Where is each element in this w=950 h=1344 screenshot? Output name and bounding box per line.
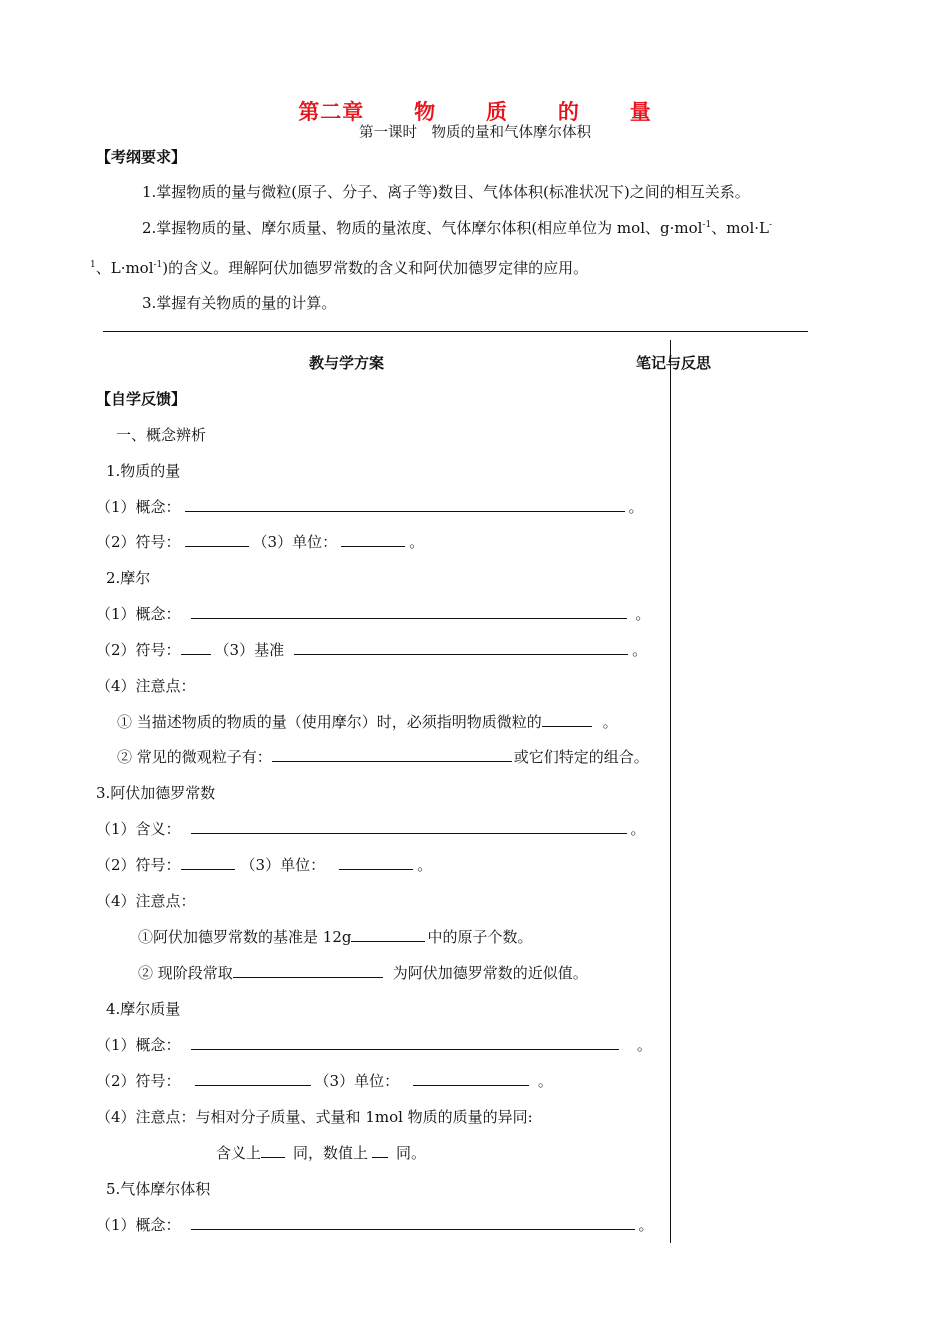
horizontal-rule [103,331,808,332]
period: 。 [409,533,425,551]
kaogang-item-2-text: 2.掌握物质的量、摩尔质量、物质的量浓度、气体摩尔体积(相应单位为 mol、g·mol [142,219,703,237]
blank [185,496,625,512]
blank [181,639,211,655]
s3-note-1-post: 中的原子个数。 [427,928,533,946]
blank [339,854,413,870]
s3-symbol-label: （2）符号： [96,856,181,874]
s3-note-1-text: ①阿伏加德罗常数的基准是 12g [138,928,352,946]
column-right-header: 笔记与反思 [636,354,712,372]
period: 。 [638,1216,654,1234]
s4-concept-row [96,1034,652,1055]
s3-unit-label: （3）单位： [240,856,326,874]
kaogang-item-3: 3.掌握有关物质的量的计算。 [142,294,337,312]
s2-title: 2.摩尔 [106,569,151,587]
s1-concept-label: （1）概念： [96,498,181,516]
s4-concept-label: （1）概念： [96,1036,181,1054]
title-word-3: 的 [557,99,580,124]
blank [372,1142,388,1158]
s4-compare-2: 同，数值上 [293,1144,369,1162]
sup-3: -1 [153,260,163,270]
blank [351,926,425,942]
period: 。 [632,641,648,659]
s3-note-2-post: 为阿伏加德罗常数的近似值。 [392,964,588,982]
title-chapter: 第二章 [298,99,365,124]
s1-unit-label: （3）单位： [252,533,338,551]
period: 。 [635,605,651,623]
blank [191,818,627,834]
sup-2: - [768,220,773,230]
kaogang-heading: 【考纲要求】 [96,148,187,166]
zixue-heading: 【自学反馈】 [96,390,187,408]
s2-basis-label: （3）基准 [214,641,285,659]
kaogang-item-2-cont [90,257,588,278]
s5-title: 5.气体摩尔体积 [106,1180,211,1198]
blank [195,1070,311,1086]
s3-note-2-text: ② 现阶段常取 [138,964,233,982]
period: 。 [636,1036,652,1054]
s4-unit-label: （3）单位： [314,1072,400,1090]
s5-concept-label: （1）概念： [96,1216,181,1234]
period: 。 [630,820,646,838]
s2-note-2-post: 或它们特定的组合。 [513,748,649,766]
blank [542,711,592,727]
lesson-subtitle: 第一课时 物质的量和气体摩尔体积 [359,125,591,141]
s2-note-label: （4）注意点： [96,677,196,695]
s2-note-1 [117,711,618,732]
s2-note-1-text: ① 当描述物质的物质的量（使用摩尔）时，必须指明物质微粒的 [117,713,542,731]
s4-compare [216,1142,426,1163]
blank [341,531,405,547]
kaogang-item-2 [142,217,772,238]
s3-note-label: （4）注意点： [96,892,196,910]
s2-note-2 [117,746,649,767]
kaogang-item-2-mid: 、mol·L [711,219,769,237]
title-word-1: 物 [414,99,437,124]
title-word-2: 质 [486,99,508,124]
s4-note: （4）注意点：与相对分子质量、式量和 1mol 物质的质量的异同: [96,1108,533,1126]
kaogang-item-2-cont-post: )的含义。理解阿伏加德罗常数的含义和阿伏加德罗定律的应用。 [162,259,589,277]
sup-1: -1 [702,220,712,230]
blank [181,854,235,870]
blank [413,1070,529,1086]
blank [191,1214,635,1230]
s3-symbol-row [96,854,432,875]
s5-concept-row [96,1214,654,1235]
period: 。 [537,1072,553,1090]
period: 。 [628,498,644,516]
s3-note-2 [138,962,588,983]
s4-compare-1: 含义上 [216,1144,262,1162]
blank [261,1142,285,1158]
blank [191,603,627,619]
s1-symbol-row [96,531,424,552]
s4-title: 4.摩尔质量 [106,1000,181,1018]
s3-title: 3.阿伏加德罗常数 [96,784,216,802]
s3-note-1 [138,926,532,947]
blank [233,962,383,978]
blank [272,746,512,762]
blank [191,1034,619,1050]
s2-note-2-text: ② 常见的微观粒子有： [117,748,272,766]
blank [294,639,628,655]
s2-symbol-row [96,639,647,660]
s4-symbol-row [96,1070,553,1091]
s3-meaning-row [96,818,646,839]
s1-concept-row [96,496,644,517]
s2-concept-row [96,603,650,624]
s1-symbol-label: （2）符号： [96,533,181,551]
s4-symbol-label: （2）符号： [96,1072,181,1090]
s4-compare-3: 同。 [396,1144,427,1162]
s1-title: 1.物质的量 [106,462,181,480]
title-word-4: 量 [629,99,652,124]
s2-concept-label: （1）概念： [96,605,181,623]
column-left-header: 教与学方案 [309,354,385,372]
s3-meaning-label: （1）含义： [96,820,181,838]
s2-symbol-label: （2）符号： [96,641,181,659]
section-heading: 一、概念辨析 [116,426,207,444]
blank [185,531,249,547]
period: 。 [602,713,618,731]
kaogang-item-2-cont-text: 、L·mol [95,259,154,277]
period: 。 [417,856,433,874]
kaogang-item-1: 1.掌握物质的量与微粒(原子、分子、离子等)数目、气体体积(标准状况下)之间的相互关系。 [142,183,750,201]
column-divider [670,340,671,1243]
sup-pre: 1 [90,260,96,270]
